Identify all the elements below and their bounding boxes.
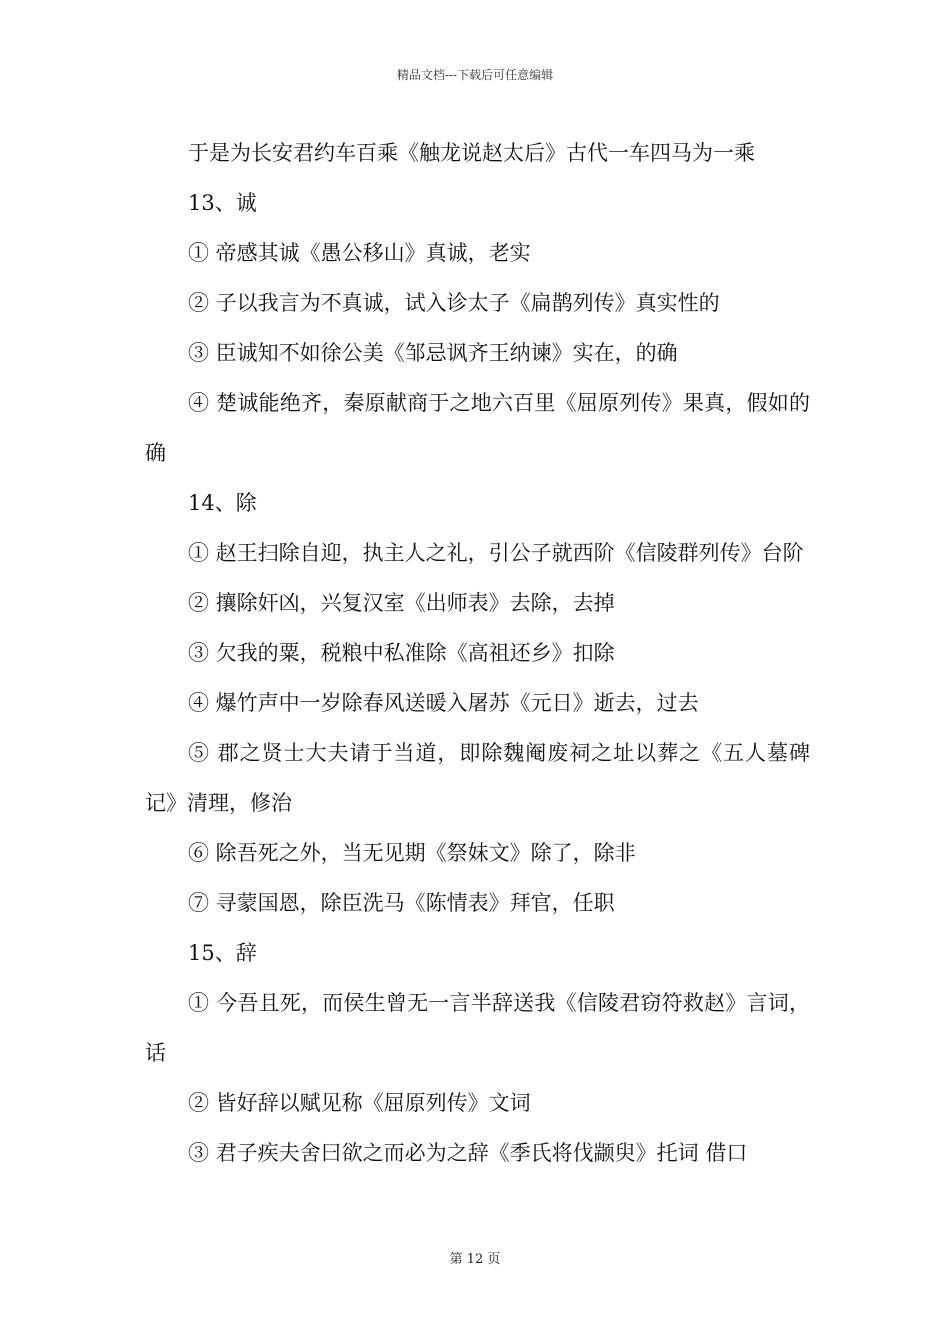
paragraph: ④ 楚诚能绝齐，秦原献商于之地六百里《屈原列传》果真，假如的确 xyxy=(145,391,810,465)
paragraph: ④ 爆竹声中一岁除春风送暖入屠苏《元日》逝去，过去 xyxy=(188,691,699,715)
paragraph: ⑥ 除吾死之外，当无见期《祭妹文》除了，除非 xyxy=(188,841,636,865)
paragraph: ⑦ 寻蒙国恩，除臣洗马《陈情表》拜官，任职 xyxy=(188,891,615,915)
section-heading: 14、除 xyxy=(188,491,257,515)
paragraph: ② 子以我言为不真诚，试入诊太子《扁鹊列传》真实性的 xyxy=(188,291,720,315)
page-number: 第 12 页 xyxy=(449,1252,501,1267)
paragraph: ② 攘除奸凶，兴复汉室《出师表》去除，去掉 xyxy=(188,591,615,615)
section-heading: 13、诚 xyxy=(188,191,257,215)
paragraph: ① 帝感其诚《愚公移山》真诚，老实 xyxy=(188,241,531,265)
paragraph: ① 今吾且死，而侯生曾无一言半辞送我《信陵君窃符救赵》言词，话 xyxy=(145,991,810,1065)
paragraph: ⑤ 郡之贤士大夫请于当道，即除魏阉废祠之址以葬之《五人墓碑记》清理，修治 xyxy=(145,741,810,815)
section-heading: 15、辞 xyxy=(188,941,257,965)
paragraph: ③ 臣诚知不如徐公美《邹忌讽齐王纳谏》实在，的确 xyxy=(188,341,678,365)
paragraph: ③ 欠我的粟，税粮中私准除《高祖还乡》扣除 xyxy=(188,641,615,665)
paragraph: 于是为长安君约车百乘《触龙说赵太后》古代一车四马为一乘 xyxy=(188,141,755,165)
paragraph: ③ 君子疾夫舍曰欲之而必为之辞《季氏将伐颛臾》托词 借口 xyxy=(188,1141,748,1165)
paragraph: ② 皆好辞以赋见称《屈原列传》文词 xyxy=(188,1091,531,1115)
paragraph: ① 赵王扫除自迎，执主人之礼，引公子就西阶《信陵群列传》台阶 xyxy=(188,541,804,565)
document-body xyxy=(145,128,810,1178)
page-header: 精品文档---下载后可任意编辑 xyxy=(396,68,554,82)
